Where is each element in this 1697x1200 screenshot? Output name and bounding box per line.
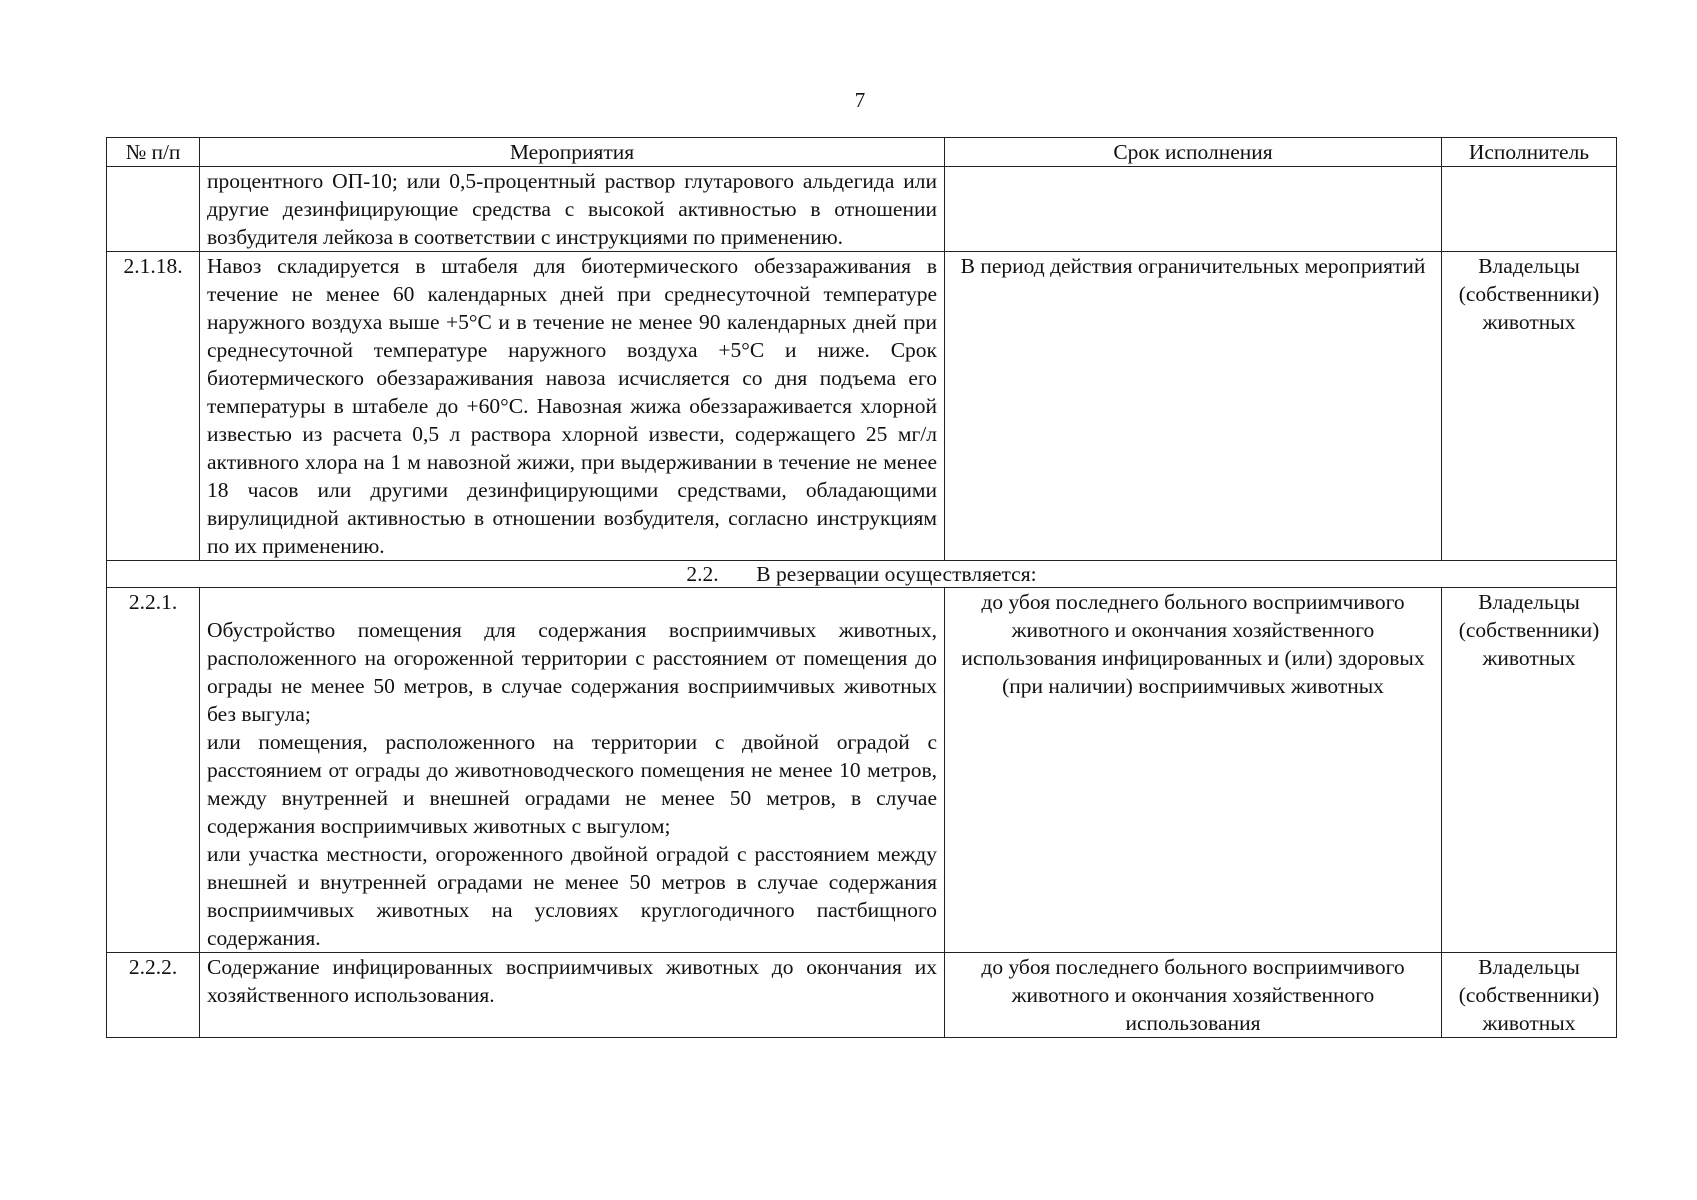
cell-deadline-2-2-1: до убоя последнего больного восприимчивого животного и окончания хозяйственного использования инфицированных и (или) здоровых (при наличии) восприимчивых животных	[945, 588, 1442, 953]
cell-executor-2-2-1: Владельцы (собственники) животных	[1442, 588, 1617, 953]
cell-num-2-1-18: 2.1.18.	[107, 252, 200, 561]
cell-executor-2-2-2: Владельцы (собственники) животных	[1442, 953, 1617, 1038]
cell-deadline-2-1-18: В период действия ограничительных мероприятий	[945, 252, 1442, 561]
table-header-row	[107, 138, 1617, 167]
cell-num-2-2-1: 2.2.1.	[107, 588, 200, 953]
table-row-continued	[107, 167, 1617, 252]
cell-activity-continued: процентного ОП-10; или 0,5-процентный раствор глутарового альдегида или другие дезинфицирующие средства с высокой активностью в отношении возбудителя лейкоза в соответствии с инструкциями по применению.	[200, 167, 945, 252]
table-row-2-2-1	[107, 588, 1617, 953]
activity-paragraph-3: или участка местности, огороженного двойной оградой с расстоянием между внешней и внутренней оградами не менее 50 метров в случае содержания восприимчивых животных на условиях круглогодичного пастбищного содержания.	[207, 842, 937, 950]
table-section-row-2-2	[107, 561, 1617, 588]
header-activity: Мероприятия	[200, 138, 945, 167]
page-number: 7	[854, 88, 866, 112]
activity-paragraph-2: или помещения, расположенного на территории с двойной оградой с расстоянием от ограды до животноводческого помещения не менее 10 метров, между внутренней и внешней оградами не менее 50 метров, в случае содержания восприимчивых животных с выгулом;	[207, 730, 937, 838]
cell-activity-2-2-1	[200, 588, 945, 953]
measures-table	[106, 137, 1617, 1038]
cell-num-empty	[107, 167, 200, 252]
cell-activity-2-2-2: Содержание инфицированных восприимчивых животных до окончания их хозяйственного использования.	[200, 953, 945, 1038]
cell-executor-2-1-18: Владельцы (собственники) животных	[1442, 252, 1617, 561]
section-heading-2-2	[107, 561, 1617, 588]
cell-activity-2-1-18: Навоз складируется в штабеля для биотермического обеззараживания в течение не менее 60 календарных дней при среднесуточной температуре наружного воздуха выше +5°С и в течение не менее 90 календарных дней при среднесуточной температуре наружного воздуха +5°С и ниже. Срок биотермического обеззараживания навоза исчисляется со дня подъема его температуры в штабеле до +60°С. Навозная жижа обеззараживается хлорной известью из расчета 0,5 л раствора хлорной извести, содержащего 25 мг/л активного хлора на 1 м навозной жижи, при выдерживании в течение не менее 18 часов или другими дезинфицирующими средствами, обладающими вирулицидной активностью в отношении возбудителя, согласно инструкциям по их применению.	[200, 252, 945, 561]
cell-deadline-2-2-2: до убоя последнего больного восприимчивого животного и окончания хозяйственного использования	[945, 953, 1442, 1038]
table-row-2-1-18	[107, 252, 1617, 561]
cell-deadline-empty	[945, 167, 1442, 252]
cell-executor-empty	[1442, 167, 1617, 252]
section-title: В резервации осуществляется:	[756, 562, 1037, 586]
header-num: № п/п	[107, 138, 200, 167]
activity-paragraph-1: Обустройство помещения для содержания восприимчивых животных, расположенного на огороженной территории с расстоянием от помещения до ограды не менее 50 метров, в случае содержания восприимчивых животных без выгула;	[207, 618, 937, 726]
header-executor: Исполнитель	[1442, 138, 1617, 167]
table-row-2-2-2	[107, 953, 1617, 1038]
cell-num-2-2-2: 2.2.2.	[107, 953, 200, 1038]
header-deadline: Срок исполнения	[945, 138, 1442, 167]
section-number: 2.2.	[686, 562, 719, 586]
